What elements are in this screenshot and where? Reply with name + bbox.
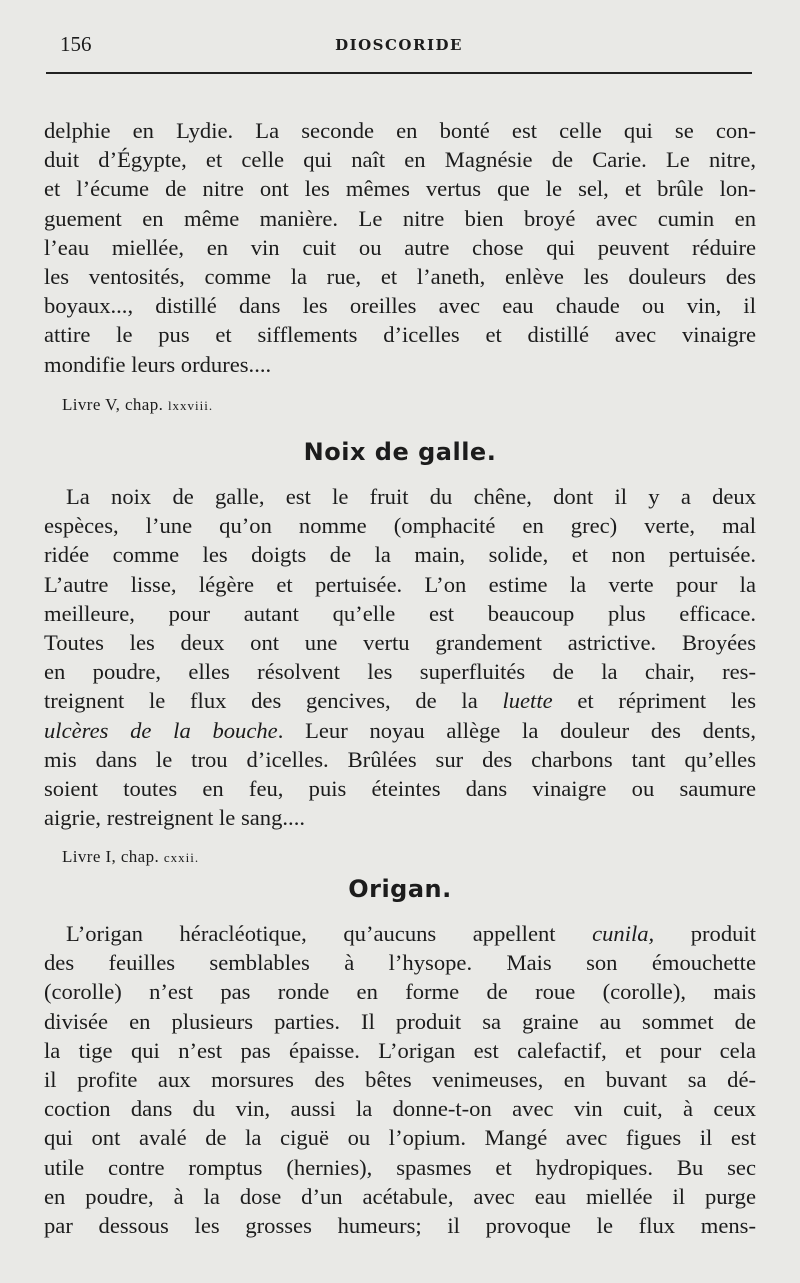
chapter-reference <box>62 845 199 869</box>
reference-prefix: Livre V, chap. <box>62 395 168 414</box>
text-line <box>44 716 756 745</box>
reference-chapter: cxxii. <box>163 850 200 865</box>
text-line: attire le pus et sifflements d’icelles et distillé avec vinaigre <box>44 322 756 348</box>
text-line: boyaux..., distillé dans les oreilles avec eau chaude ou vin, il <box>44 293 756 319</box>
line-text: L’origan héracléotique, qu’aucuns appellent <box>66 921 593 946</box>
text-line: aigrie, restreignent le sang.... <box>44 805 305 831</box>
text-line: soient toutes en feu, puis éteintes dans vinaigre ou saumure <box>44 775 756 801</box>
text-line: L’autre lisse, légère et pertuisée. L’on estime la verte pour la <box>44 571 756 597</box>
running-head <box>46 32 752 62</box>
text-line: La noix de galle, est le fruit du chêne, dont il y a deux <box>66 484 756 509</box>
line-text: produit <box>654 921 756 946</box>
text-line: coction dans du vin, aussi la donne-t-on avec vin cuit, à ceux <box>44 1096 756 1122</box>
text-line: par dessous les grosses humeurs; il provoque le flux mens- <box>44 1212 756 1238</box>
section-heading-noix-de-galle: Noix de galle. <box>303 438 497 466</box>
paragraph-noix-de-galle <box>44 482 756 832</box>
text-line: divisée en plusieurs parties. Il produit sa graine au sommet de <box>44 1008 756 1034</box>
text-line: espèces, l’une qu’on nomme (omphacité en grec) verte, mal <box>44 513 756 539</box>
text-line: la tige qui n’est pas épaisse. L’origan est calefactif, et pour cela <box>44 1037 756 1063</box>
reference-prefix: Livre I, chap. <box>62 847 164 866</box>
text-line: ridée comme les doigts de la main, solide, et non pertuisée. <box>44 542 756 568</box>
text-line <box>44 919 756 948</box>
text-line: mis dans le trou d’icelles. Brûlées sur des charbons tant qu’elles <box>44 746 756 772</box>
text-line: duit d’Égypte, et celle qui naît en Magnésie de Carie. Le nitre, <box>44 147 756 173</box>
page-number: 156 <box>60 32 92 56</box>
header-rule <box>46 72 752 74</box>
line-text: . Leur noyau allège la douleur des dents, <box>277 717 756 743</box>
text-line: (corolle) n’est pas ronde en forme de roue (corolle), mais <box>44 979 756 1005</box>
text-line: qui ont avalé de la ciguë ou l’opium. Mangé avec figues il est <box>44 1125 756 1151</box>
running-title: DIOSCORIDE <box>335 36 463 54</box>
text-line: guement en même manière. Le nitre bien broyé avec cumin en <box>44 205 756 231</box>
line-text: treignent le flux des gencives, de la <box>44 688 503 714</box>
text-line: utile contre romptus (hernies), spasmes et hydropiques. Bu sec <box>44 1154 756 1180</box>
text-line: meilleure, pour autant qu’elle est beaucoup plus efficace. <box>44 600 756 626</box>
chapter-reference <box>62 393 213 417</box>
text-line: mondifie leurs ordures.... <box>44 351 272 377</box>
italic-term: luette <box>502 688 553 714</box>
text-line: en poudre, à la dose d’un acétabule, avec eau miellée il purge <box>44 1183 756 1209</box>
paragraph-origan <box>44 919 756 1240</box>
section-heading-origan: Origan. <box>348 875 452 903</box>
text-line: en poudre, elles résolvent les superfluités de la chair, res- <box>44 659 756 685</box>
text-line: des feuilles semblables à l’hysope. Mais son émouchette <box>44 950 756 976</box>
text-line: l’eau miellée, en vin cuit ou autre chose qui peuvent réduire <box>44 234 756 260</box>
text-line: Toutes les deux ont une vertu grandement astrictive. Broyées <box>44 629 756 655</box>
reference-chapter: lxxviii. <box>167 398 214 413</box>
line-text: et répriment les <box>552 688 756 714</box>
text-line: et l’écume de nitre ont les mêmes vertus que le sel, et brûle lon- <box>44 176 756 202</box>
text-line: delphie en Lydie. La seconde en bonté est celle qui se con- <box>44 118 756 143</box>
text-line: les ventosités, comme la rue, et l’aneth, enlève les douleurs des <box>44 263 756 289</box>
italic-term: ulcères de la bouche <box>44 717 278 743</box>
text-line <box>44 686 756 715</box>
italic-term: cunila, <box>592 921 655 946</box>
text-line: il profite aux morsures des bêtes venimeuses, en buvant sa dé- <box>44 1066 756 1092</box>
paragraph-nitre <box>44 116 756 379</box>
